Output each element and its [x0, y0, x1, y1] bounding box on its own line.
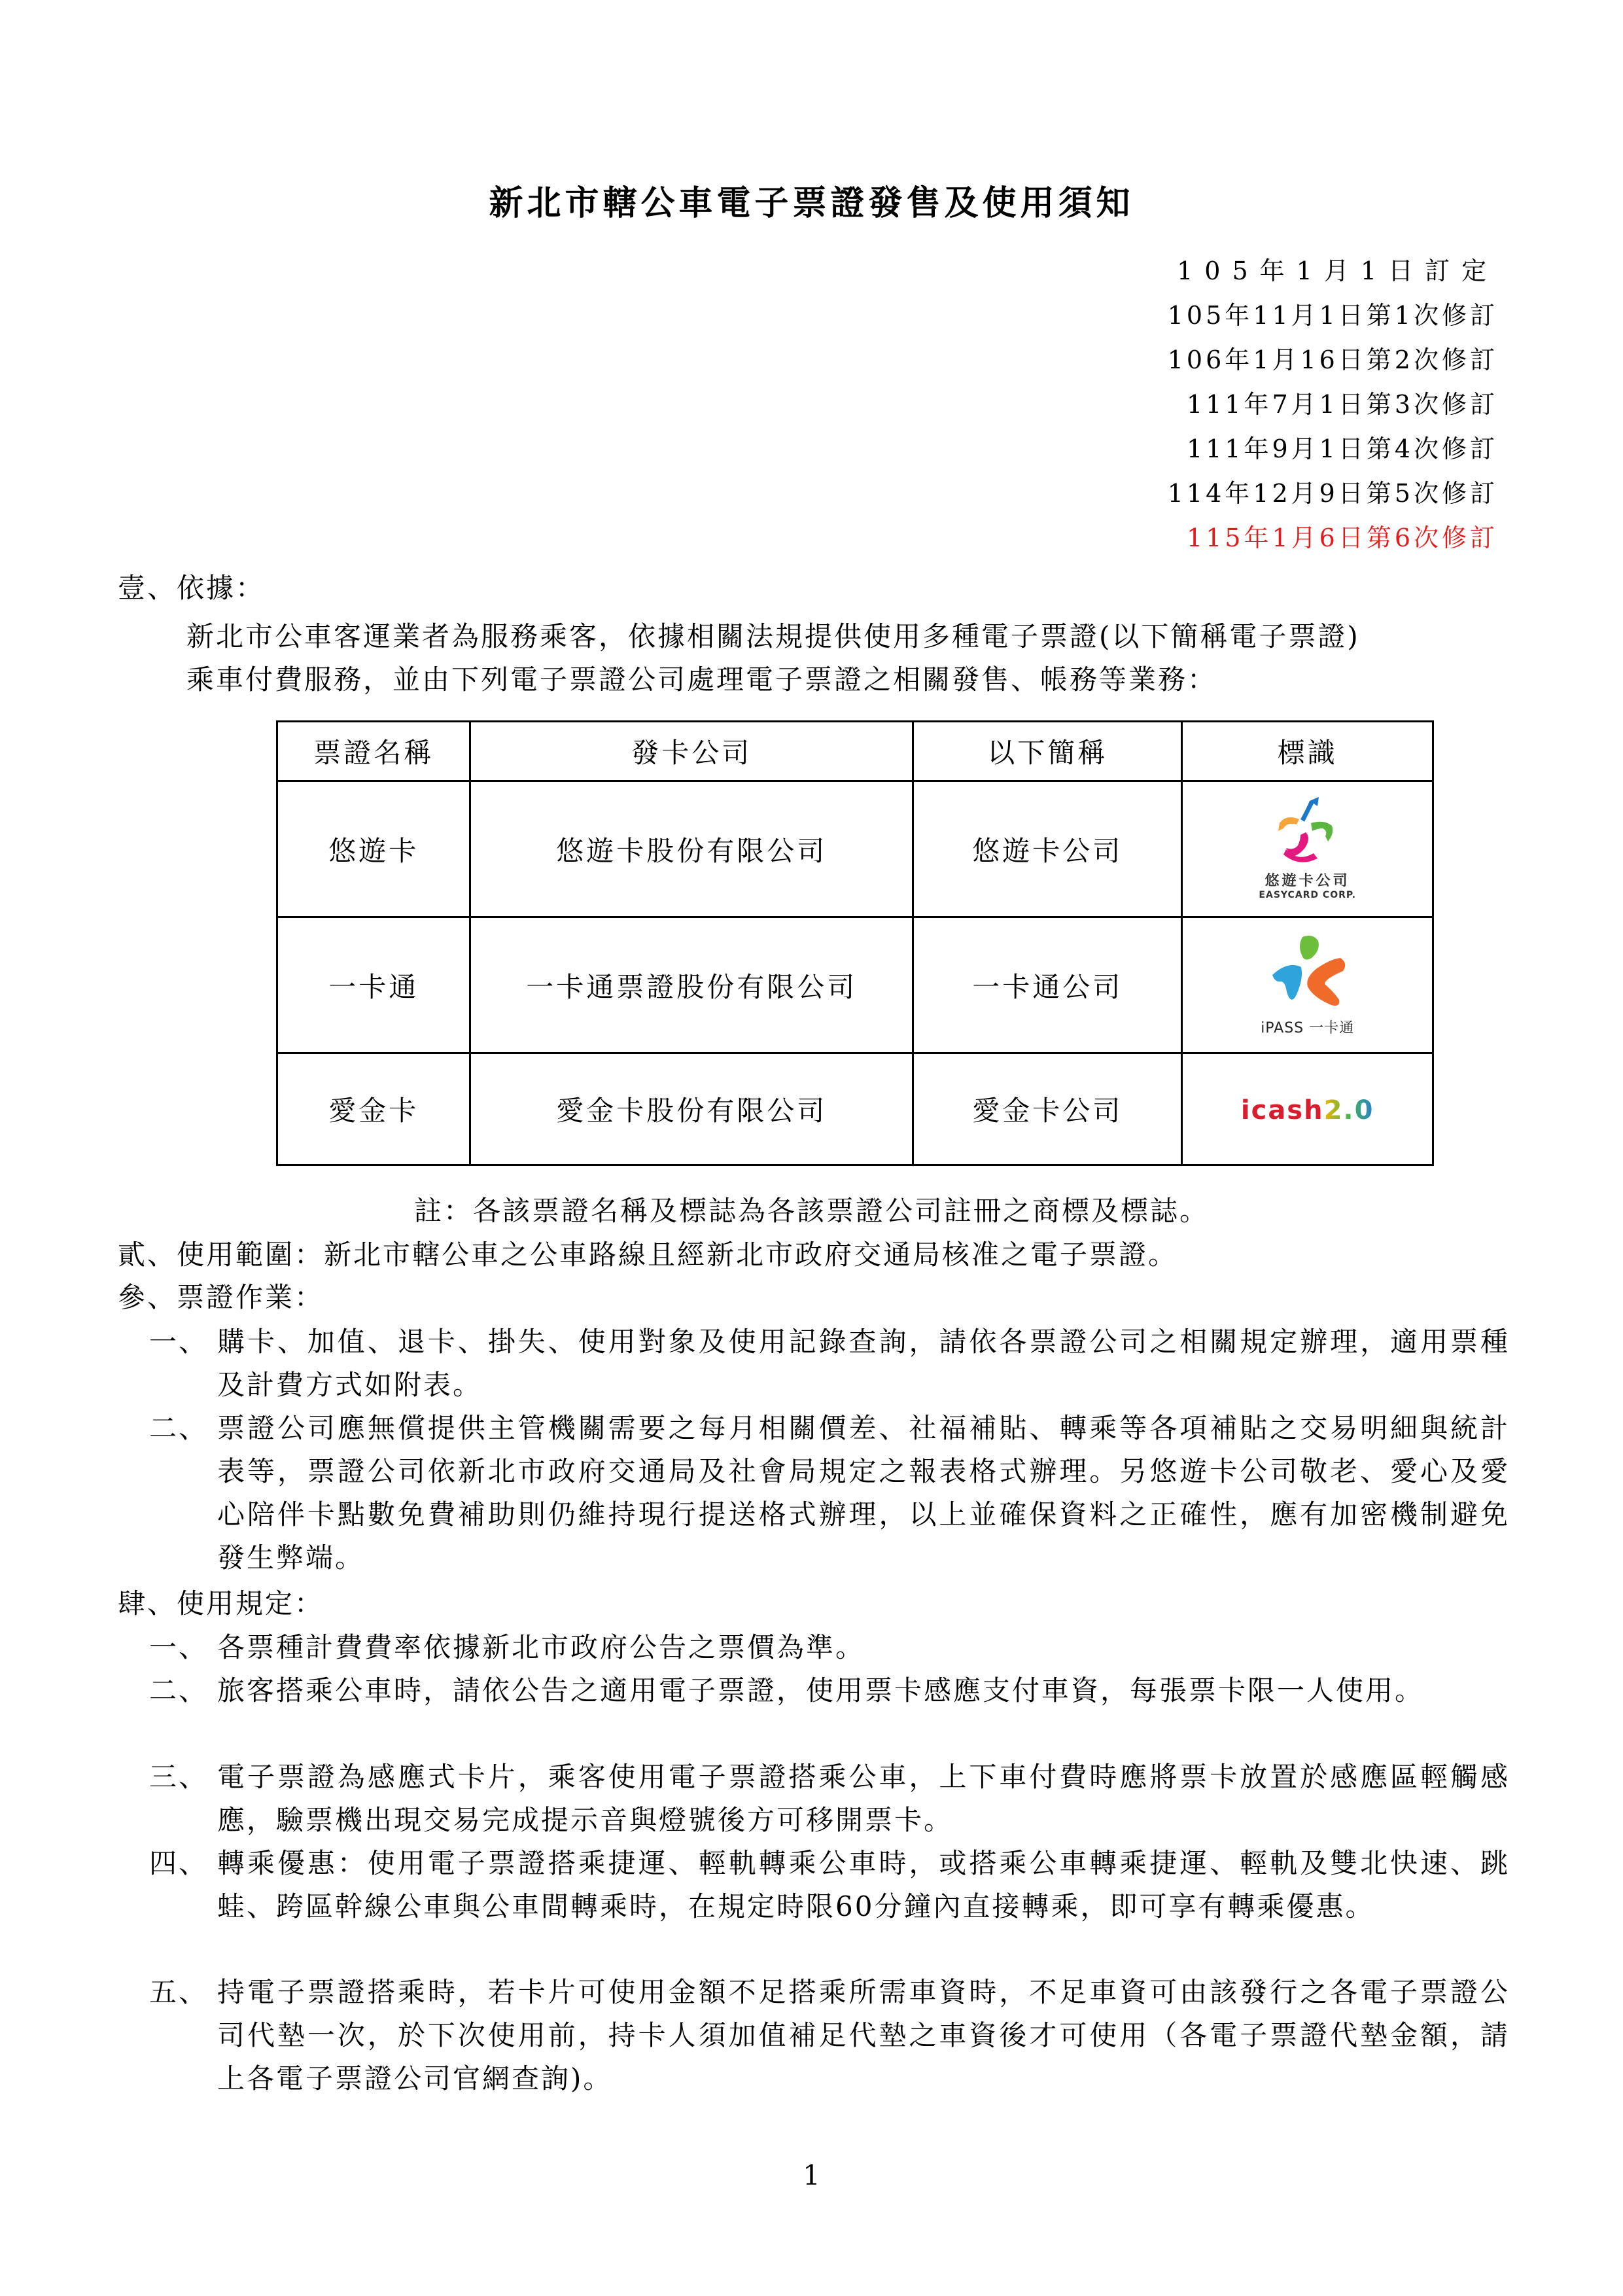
- icash-logo: [1241, 1095, 1374, 1125]
- section-3-item-1: [149, 1320, 1510, 1407]
- revision-entry: 111年9月1日第4次修訂: [1186, 434, 1498, 463]
- table-row: [277, 781, 1433, 917]
- table-note: 註：各該票證名稱及標誌為各該票證公司註冊之商標及標誌。: [413, 1195, 1209, 1227]
- section-4-item-4: [149, 1842, 1510, 1928]
- cell-card-name: 愛金卡: [277, 1053, 470, 1165]
- easycard-caption-zh: 悠遊卡公司: [1265, 872, 1350, 889]
- document-title: 新北市轄公車電子票證發售及使用須知: [489, 184, 1134, 223]
- item-text: 旅客搭乘公車時，請依公告之適用電子票證，使用票卡感應支付車資，每張票卡限一人使用。: [217, 1674, 1425, 1706]
- icash-wordmark: icash: [1240, 1095, 1324, 1125]
- cell-card-name: 悠遊卡: [277, 781, 470, 917]
- cell-short-name: 愛金卡公司: [913, 1053, 1182, 1165]
- cell-issuer: 愛金卡股份有限公司: [470, 1053, 913, 1165]
- section-1-paragraph-line-2: 乘車付費服務，並由下列電子票證公司處理電子票證之相關發售、帳務等業務：: [186, 663, 1217, 696]
- item-text: 持電子票證搭乘時，若卡片可使用金額不足搭乘所需車資時，不足車資可由該發行之各電子票證公司代墊一次，於下次使用前，持卡人須加值補足代墊之車資後才可使用（各電子票證代墊金額，請上各電子票證公司官網查詢)。: [217, 1976, 1510, 2094]
- easycard-logo: [1259, 794, 1355, 900]
- cell-issuer: 悠遊卡股份有限公司: [470, 781, 913, 917]
- section-4-item-1: [149, 1626, 1510, 1669]
- cell-logo: [1182, 781, 1433, 917]
- section-1-paragraph-line-1: 新北市公車客運業者為服務乘客，依據相關法規提供使用多種電子票證(以下簡稱電子票證): [186, 620, 1360, 652]
- cell-short-name: 悠遊卡公司: [913, 781, 1182, 917]
- item-number: 四、: [149, 1847, 209, 1879]
- ipass-logo: [1261, 932, 1354, 1037]
- header-logo: 標識: [1182, 722, 1433, 781]
- item-text: 電子票證為感應式卡片，乘客使用電子票證搭乘公車，上下車付費時應將票卡放置於感應區輕觸感應，驗票機出現交易完成提示音與燈號後方可移開票卡。: [217, 1761, 1510, 1836]
- page-number: 1: [803, 2159, 820, 2191]
- cell-issuer: 一卡通票證股份有限公司: [470, 917, 913, 1053]
- revision-entry: 105年11月1日第1次修訂: [1167, 301, 1498, 330]
- item-number: 三、: [149, 1761, 209, 1793]
- revision-entry: 105年1月1日訂定: [1177, 256, 1498, 285]
- ipass-emblem-icon: [1262, 932, 1353, 1010]
- icash-version: 2.0: [1323, 1095, 1374, 1125]
- item-text: 轉乘優惠：使用電子票證搭乘捷運、輕軌轉乘公車時，或搭乘公車轉乘捷運、輕軌及雙北快速、跳蛙、跨區幹線公車與公車間轉乘時，在規定時限60分鐘內直接轉乘，即可享有轉乘優惠。: [217, 1847, 1510, 1922]
- item-text: 購卡、加值、退卡、掛失、使用對象及使用記錄查詢，請依各票證公司之相關規定辦理，適用票種及計費方式如附表。: [217, 1326, 1510, 1401]
- table-header-row: [277, 722, 1433, 781]
- item-number: 二、: [149, 1412, 209, 1444]
- table-row: [277, 917, 1433, 1053]
- revision-history: [1158, 249, 1498, 560]
- section-2-heading: 貳、使用範圍：新北市轄公車之公車路線且經新北市政府交通局核准之電子票證。: [118, 1239, 1178, 1271]
- section-4-item-3: [149, 1756, 1510, 1842]
- revision-entry: 114年12月9日第5次修訂: [1167, 479, 1498, 508]
- item-text: 票證公司應無償提供主管機關需要之每月相關價差、社福補貼、轉乘等各項補貼之交易明細與統計表等，票證公司依新北市政府交通局及社會局規定之報表格式辦理。另悠遊卡公司敬老、愛心及愛心陪伴卡點數免費補助則仍維持現行提送格式辦理，以上並確保資料之正確性，應有加密機制避免發生弊端。: [217, 1412, 1510, 1574]
- section-1-heading: 壹、依據：: [118, 572, 266, 604]
- section-4-heading: 肆、使用規定：: [118, 1587, 324, 1619]
- cell-logo: [1182, 1053, 1433, 1165]
- cell-card-name: 一卡通: [277, 917, 470, 1053]
- section-4-item-5: [149, 1971, 1510, 2100]
- section-3-heading: 參、票證作業：: [118, 1281, 324, 1313]
- item-number: 二、: [149, 1674, 209, 1706]
- item-number: 一、: [149, 1631, 209, 1663]
- cell-logo: [1182, 917, 1433, 1053]
- easycard-caption-en: EASYCARD CORP.: [1259, 889, 1356, 900]
- cell-short-name: 一卡通公司: [913, 917, 1182, 1053]
- ipass-caption: iPASS 一卡通: [1261, 1019, 1355, 1036]
- header-issuer: 發卡公司: [470, 722, 913, 781]
- section-3-item-2: [149, 1407, 1510, 1580]
- revision-entry-latest: 115年1月6日第6次修訂: [1186, 523, 1498, 552]
- card-issuer-table: [276, 720, 1434, 1166]
- revision-entry: 111年7月1日第3次修訂: [1186, 390, 1498, 419]
- table-row: [277, 1053, 1433, 1165]
- section-4-item-2: [149, 1669, 1510, 1712]
- revision-entry: 106年1月16日第2次修訂: [1167, 345, 1498, 374]
- item-number: 五、: [149, 1976, 209, 2008]
- header-card-name: 票證名稱: [277, 722, 470, 781]
- item-text: 各票種計費費率依據新北市政府公告之票價為準。: [217, 1631, 865, 1663]
- item-number: 一、: [149, 1326, 209, 1358]
- header-short-name: 以下簡稱: [913, 722, 1182, 781]
- easycard-pinwheel-icon: [1272, 794, 1344, 866]
